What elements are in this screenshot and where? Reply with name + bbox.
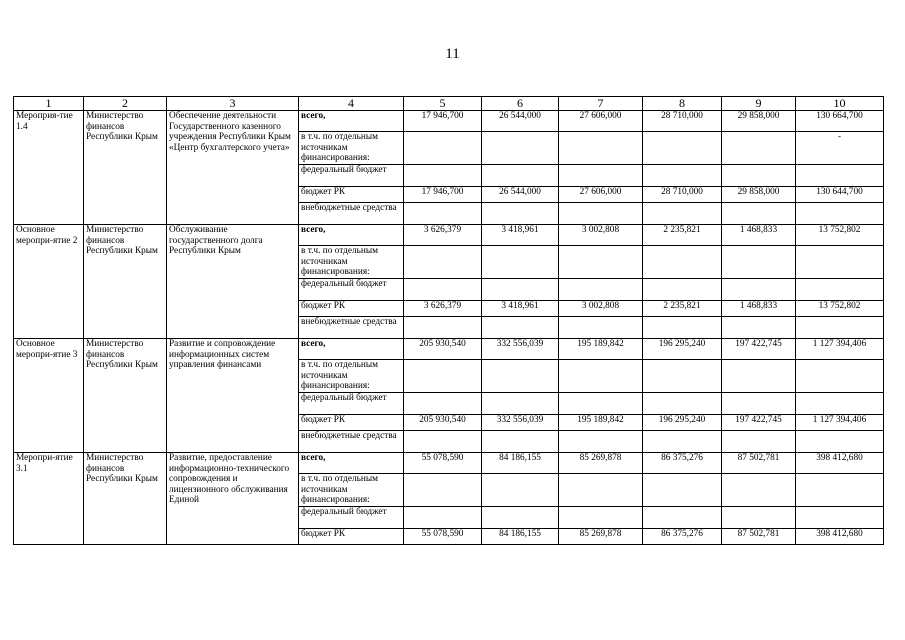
value-cell: 1 127 394,406 bbox=[796, 415, 884, 431]
value-cell: 3 418,961 bbox=[482, 225, 559, 246]
value-cell bbox=[643, 203, 722, 225]
description-cell: Развитие и сопровождение информационных систем управления финансами bbox=[167, 339, 299, 453]
value-cell: 29 858,000 bbox=[722, 111, 796, 132]
header-row bbox=[14, 97, 884, 111]
event-cell: Мероприя-тие 1.4 bbox=[14, 111, 84, 225]
table-row bbox=[14, 453, 884, 474]
value-cell bbox=[722, 360, 796, 393]
value-cell bbox=[796, 507, 884, 529]
value-cell bbox=[722, 246, 796, 279]
value-cell bbox=[404, 246, 482, 279]
funding-source-cell: в т.ч. по отдельным источникам финансирования: bbox=[299, 132, 404, 165]
funding-source-cell: в т.ч. по отдельным источникам финансирования: bbox=[299, 246, 404, 279]
value-cell bbox=[559, 393, 643, 415]
table-row bbox=[14, 111, 884, 132]
value-cell bbox=[559, 203, 643, 225]
value-cell: 29 858,000 bbox=[722, 187, 796, 203]
value-cell: 13 752,802 bbox=[796, 301, 884, 317]
value-cell bbox=[482, 279, 559, 301]
value-cell bbox=[404, 393, 482, 415]
value-cell: 17 946,700 bbox=[404, 111, 482, 132]
value-cell bbox=[796, 474, 884, 507]
value-cell: 196 295,240 bbox=[643, 339, 722, 360]
value-cell: 3 418,961 bbox=[482, 301, 559, 317]
column-header: 10 bbox=[796, 97, 884, 111]
column-header: 7 bbox=[559, 97, 643, 111]
table-row bbox=[14, 225, 884, 246]
value-cell bbox=[796, 393, 884, 415]
funding-source-cell: всего, bbox=[299, 339, 404, 360]
value-cell bbox=[796, 165, 884, 187]
value-cell bbox=[404, 474, 482, 507]
value-cell bbox=[643, 393, 722, 415]
funding-source-cell: всего, bbox=[299, 225, 404, 246]
funding-source-cell: в т.ч. по отдельным источникам финансирования: bbox=[299, 360, 404, 393]
value-cell bbox=[643, 317, 722, 339]
value-cell bbox=[559, 317, 643, 339]
value-cell bbox=[722, 203, 796, 225]
value-cell: 86 375,276 bbox=[643, 529, 722, 545]
executor-cell: Министерство финансов Республики Крым bbox=[84, 453, 167, 545]
funding-source-cell: бюджет РК bbox=[299, 529, 404, 545]
value-cell bbox=[559, 279, 643, 301]
value-cell: 27 606,000 bbox=[559, 187, 643, 203]
value-cell bbox=[404, 507, 482, 529]
value-cell bbox=[404, 431, 482, 453]
value-cell bbox=[722, 165, 796, 187]
value-cell bbox=[404, 203, 482, 225]
value-cell bbox=[482, 360, 559, 393]
value-cell: 85 269,878 bbox=[559, 529, 643, 545]
funding-source-cell: в т.ч. по отдельным источникам финансирования: bbox=[299, 474, 404, 507]
value-cell bbox=[643, 360, 722, 393]
value-cell: 398 412,680 bbox=[796, 453, 884, 474]
value-cell bbox=[404, 132, 482, 165]
value-cell: 1 127 394,406 bbox=[796, 339, 884, 360]
value-cell: 3 002,808 bbox=[559, 301, 643, 317]
column-header: 2 bbox=[84, 97, 167, 111]
value-cell: 55 078,590 bbox=[404, 529, 482, 545]
value-cell bbox=[722, 431, 796, 453]
value-cell: 86 375,276 bbox=[643, 453, 722, 474]
value-cell bbox=[643, 431, 722, 453]
executor-cell: Министерство финансов Республики Крым bbox=[84, 111, 167, 225]
funding-source-cell: внебюджетные средства bbox=[299, 431, 404, 453]
funding-source-cell: федеральный бюджет bbox=[299, 393, 404, 415]
value-cell bbox=[404, 360, 482, 393]
funding-source-cell: всего, bbox=[299, 453, 404, 474]
value-cell bbox=[404, 317, 482, 339]
value-cell bbox=[482, 132, 559, 165]
funding-source-cell: внебюджетные средства bbox=[299, 203, 404, 225]
value-cell: 196 295,240 bbox=[643, 415, 722, 431]
value-cell bbox=[722, 393, 796, 415]
value-cell: 17 946,700 bbox=[404, 187, 482, 203]
value-cell bbox=[404, 165, 482, 187]
value-cell: 130 664,700 bbox=[796, 111, 884, 132]
description-cell: Обеспечение деятельности Государственного казенного учреждения Республики Крым «Центр бухгалтерского учета» bbox=[167, 111, 299, 225]
value-cell bbox=[722, 474, 796, 507]
column-header: 1 bbox=[14, 97, 84, 111]
value-cell: 2 235,821 bbox=[643, 301, 722, 317]
value-cell bbox=[796, 279, 884, 301]
value-cell: 205 930,540 bbox=[404, 415, 482, 431]
value-cell bbox=[404, 279, 482, 301]
value-cell: 26 544,000 bbox=[482, 187, 559, 203]
value-cell bbox=[643, 246, 722, 279]
value-cell bbox=[796, 246, 884, 279]
value-cell: 195 189,842 bbox=[559, 415, 643, 431]
description-cell: Обслуживание государственного долга Республики Крым bbox=[167, 225, 299, 339]
value-cell: 55 078,590 bbox=[404, 453, 482, 474]
value-cell bbox=[643, 132, 722, 165]
table-row bbox=[14, 339, 884, 360]
value-cell bbox=[559, 474, 643, 507]
value-cell: 205 930,540 bbox=[404, 339, 482, 360]
value-cell: 197 422,745 bbox=[722, 339, 796, 360]
value-cell bbox=[722, 279, 796, 301]
value-cell bbox=[559, 507, 643, 529]
value-cell: 87 502,781 bbox=[722, 529, 796, 545]
table-body bbox=[14, 111, 884, 545]
value-cell: 13 752,802 bbox=[796, 225, 884, 246]
value-cell: 2 235,821 bbox=[643, 225, 722, 246]
value-cell bbox=[482, 203, 559, 225]
value-cell bbox=[559, 360, 643, 393]
event-cell: Меропри-ятие 3.1 bbox=[14, 453, 84, 545]
value-cell bbox=[482, 431, 559, 453]
value-cell: 332 556,039 bbox=[482, 339, 559, 360]
value-cell: 27 606,000 bbox=[559, 111, 643, 132]
value-cell bbox=[643, 507, 722, 529]
value-cell: 332 556,039 bbox=[482, 415, 559, 431]
value-cell: 3 002,808 bbox=[559, 225, 643, 246]
value-cell: - bbox=[796, 132, 884, 165]
value-cell bbox=[643, 474, 722, 507]
value-cell bbox=[482, 474, 559, 507]
value-cell: 84 186,155 bbox=[482, 529, 559, 545]
value-cell: 87 502,781 bbox=[722, 453, 796, 474]
value-cell bbox=[482, 246, 559, 279]
value-cell bbox=[559, 165, 643, 187]
value-cell: 130 644,700 bbox=[796, 187, 884, 203]
value-cell: 398 412,680 bbox=[796, 529, 884, 545]
value-cell: 3 626,379 bbox=[404, 225, 482, 246]
value-cell bbox=[796, 317, 884, 339]
funding-source-cell: бюджет РК bbox=[299, 187, 404, 203]
value-cell: 28 710,000 bbox=[643, 187, 722, 203]
value-cell bbox=[482, 507, 559, 529]
column-header: 9 bbox=[722, 97, 796, 111]
value-cell: 3 626,379 bbox=[404, 301, 482, 317]
value-cell bbox=[643, 279, 722, 301]
description-cell: Развитие, предоставление информационно-технического сопровождения и лицензионного обслуживания Единой bbox=[167, 453, 299, 545]
value-cell bbox=[722, 317, 796, 339]
funding-source-cell: федеральный бюджет bbox=[299, 507, 404, 529]
event-cell: Основное меропри-ятие 2 bbox=[14, 225, 84, 339]
value-cell bbox=[643, 165, 722, 187]
page-number: 11 bbox=[445, 46, 460, 62]
value-cell: 84 186,155 bbox=[482, 453, 559, 474]
value-cell bbox=[559, 246, 643, 279]
event-cell: Основное меропри-ятие 3 bbox=[14, 339, 84, 453]
value-cell bbox=[482, 165, 559, 187]
value-cell bbox=[796, 203, 884, 225]
funding-source-cell: федеральный бюджет bbox=[299, 279, 404, 301]
value-cell bbox=[722, 507, 796, 529]
budget-table bbox=[13, 96, 884, 545]
column-header: 6 bbox=[482, 97, 559, 111]
value-cell: 85 269,878 bbox=[559, 453, 643, 474]
funding-source-cell: внебюджетные средства bbox=[299, 317, 404, 339]
value-cell bbox=[722, 132, 796, 165]
value-cell bbox=[482, 393, 559, 415]
value-cell: 1 468,833 bbox=[722, 301, 796, 317]
value-cell: 197 422,745 bbox=[722, 415, 796, 431]
column-header: 4 bbox=[299, 97, 404, 111]
column-header: 3 bbox=[167, 97, 299, 111]
value-cell bbox=[559, 132, 643, 165]
value-cell: 28 710,000 bbox=[643, 111, 722, 132]
funding-source-cell: федеральный бюджет bbox=[299, 165, 404, 187]
value-cell bbox=[482, 317, 559, 339]
executor-cell: Министерство финансов Республики Крым bbox=[84, 225, 167, 339]
value-cell: 1 468,833 bbox=[722, 225, 796, 246]
executor-cell: Министерство финансов Республики Крым bbox=[84, 339, 167, 453]
value-cell: 26 544,000 bbox=[482, 111, 559, 132]
column-header: 5 bbox=[404, 97, 482, 111]
value-cell bbox=[796, 431, 884, 453]
column-header: 8 bbox=[643, 97, 722, 111]
value-cell bbox=[559, 431, 643, 453]
funding-source-cell: бюджет РК bbox=[299, 415, 404, 431]
value-cell bbox=[796, 360, 884, 393]
funding-source-cell: бюджет РК bbox=[299, 301, 404, 317]
value-cell: 195 189,842 bbox=[559, 339, 643, 360]
funding-source-cell: всего, bbox=[299, 111, 404, 132]
